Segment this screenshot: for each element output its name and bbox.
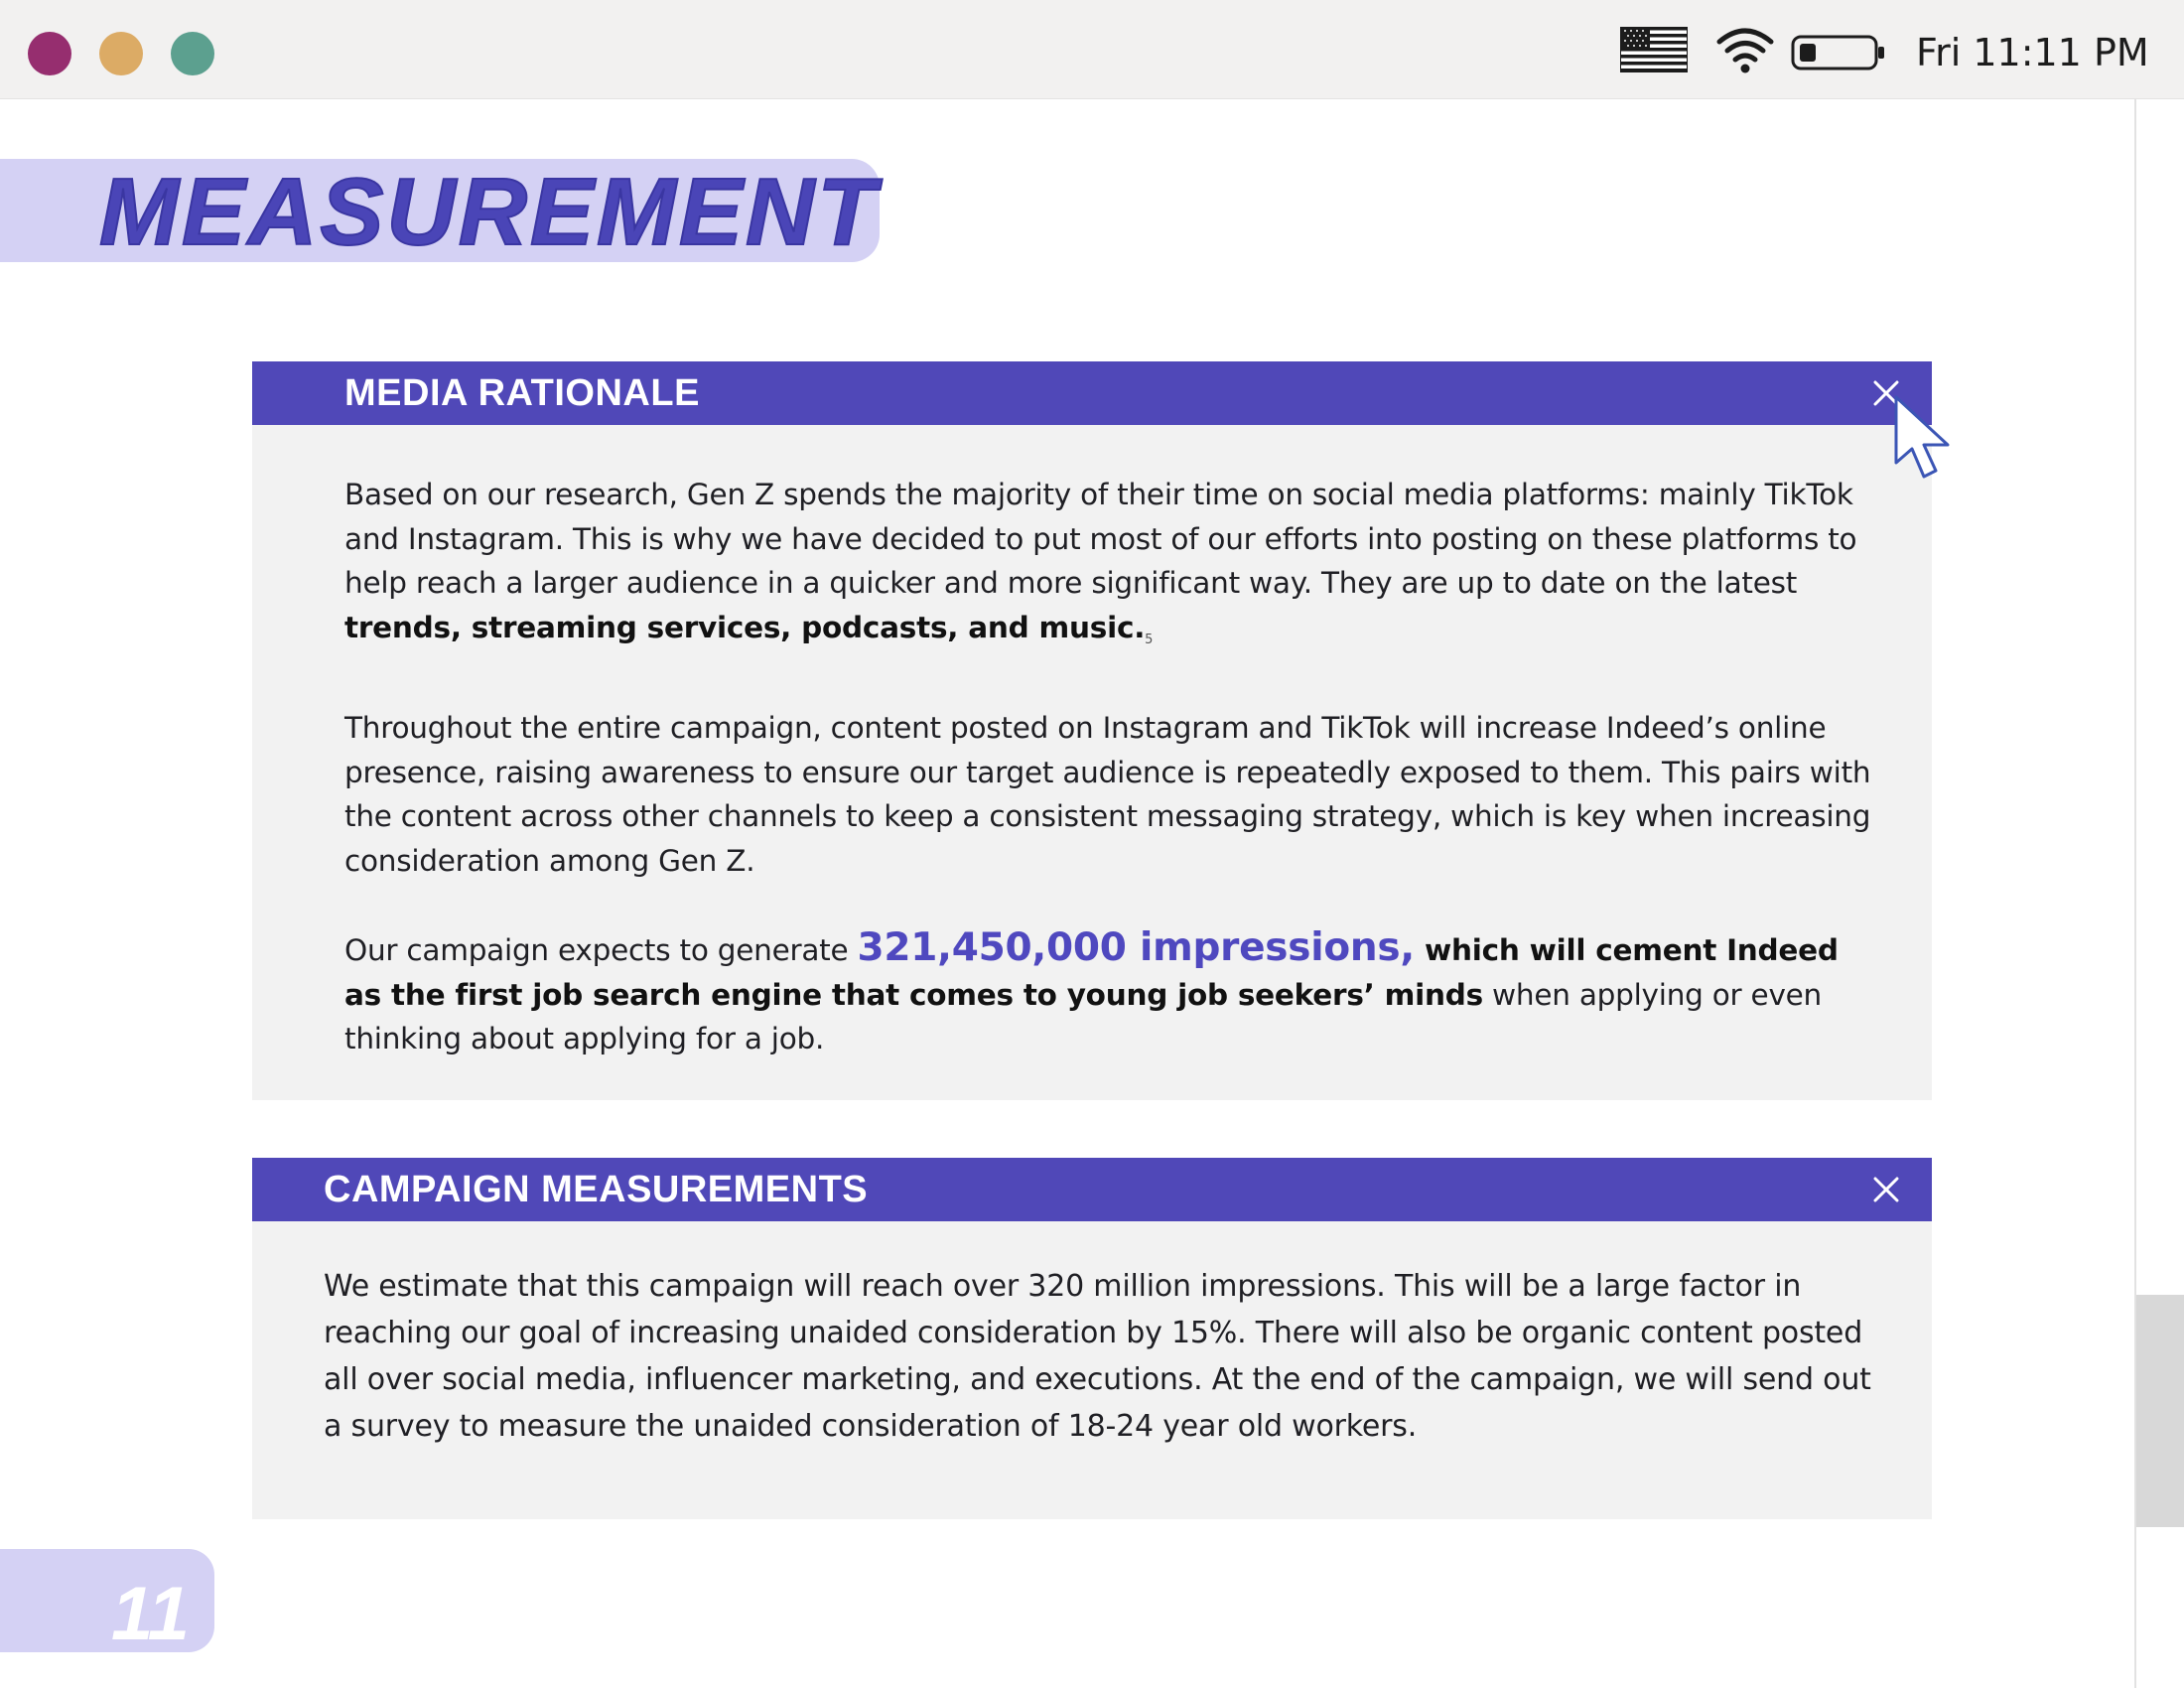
paragraph [344, 473, 1873, 662]
paragraph-text: Our campaign expects to generate [344, 933, 858, 967]
menu-bar [0, 0, 2184, 99]
media-rationale-body [344, 473, 1873, 1061]
campaign-measurements-panel [252, 1158, 1932, 1519]
close-icon[interactable] [1870, 1174, 1902, 1205]
paragraph-text: when applying or even thinking about applying for a job. [344, 977, 1823, 1055]
campaign-measurements-body [324, 1263, 1882, 1450]
paragraph: Throughout the entire campaign, content posted on Instagram and TikTok will increase Indeed’s online presence, raising awareness to ensure our target audience is repeatedly exposed to them. This pairs with the content across other channels to keep a consistent messaging strategy, which is key when increasing consideration among Gen Z. [344, 711, 1871, 878]
impressions-highlight: 321,450,000 impressions, [857, 925, 1415, 970]
mouse-cursor-icon [1892, 393, 1966, 483]
paragraph: We estimate that this campaign will reach over 320 million impressions. This will be a large factor in reaching our goal of increasing unaided consideration by 15%. There will also be organic content posted all over social media, influencer marketing, and executions. At the end of the campaign, we will send out a survey to measure the unaided consideration of 18-24 year old workers. [324, 1269, 1871, 1444]
window-minimize-button[interactable] [99, 32, 143, 75]
media-rationale-title: MEDIA RATIONALE [344, 372, 700, 414]
page-number: 11 [111, 1572, 190, 1656]
paragraph-bold-text: which will cement Indeed as the first job search engine that comes to young job seekers’ minds [344, 933, 1839, 1012]
wifi-icon[interactable] [1715, 24, 1775, 75]
battery-icon[interactable] [1791, 34, 1886, 71]
us-flag-icon[interactable] [1620, 27, 1688, 72]
page-title: MEASUREMENT [99, 159, 880, 265]
media-rationale-panel [252, 361, 1932, 1100]
scrollbar-thumb[interactable] [2136, 1295, 2184, 1527]
paragraph [344, 926, 1873, 1061]
media-rationale-header [252, 361, 1932, 425]
campaign-measurements-header [252, 1158, 1932, 1221]
window-close-button[interactable] [28, 32, 71, 75]
paragraph-text: Based on our research, Gen Z spends the majority of their time on social media platforms: mainly TikTok and Instagram. This is why we have decided to put most of our efforts into posting on these platforms to help reach a larger audience in a quicker and more significant way. They are up to date on the latest [344, 478, 1857, 600]
footnote-marker: 5 [1145, 632, 1154, 647]
paragraph-bold-text: trends, streaming services, podcasts, and music. [344, 610, 1146, 644]
window-zoom-button[interactable] [171, 32, 214, 75]
menu-bar-clock[interactable]: Fri 11:11 PM [1916, 31, 2149, 74]
campaign-measurements-title: CAMPAIGN MEASUREMENTS [324, 1169, 869, 1210]
